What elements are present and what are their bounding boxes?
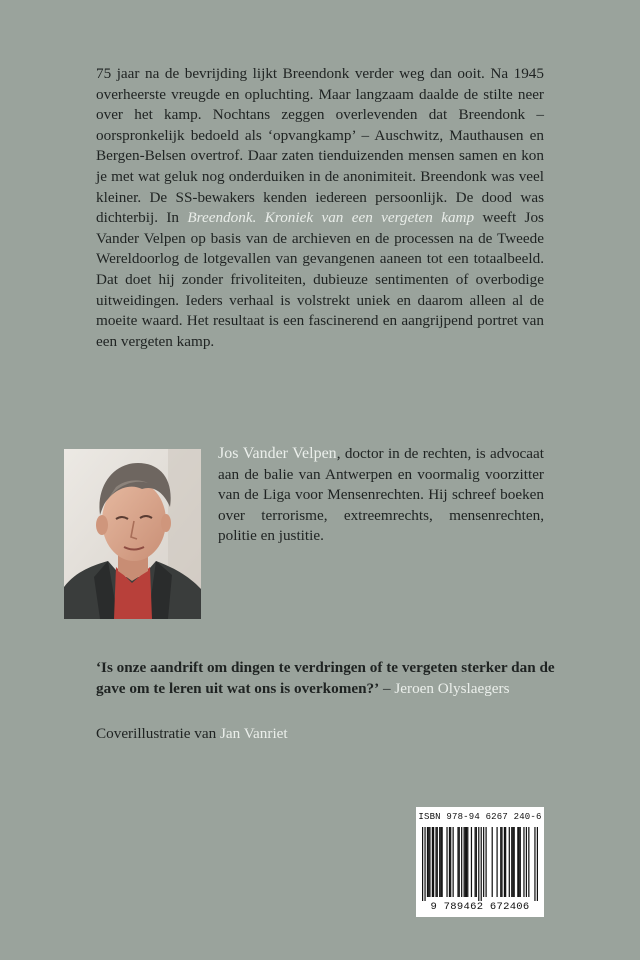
barcode-bar bbox=[481, 827, 482, 901]
cover-illustration-credit bbox=[96, 724, 496, 744]
credit-prefix: Coverillustratie van bbox=[96, 725, 220, 742]
isbn-barcode bbox=[416, 807, 544, 917]
barcode-bar bbox=[483, 827, 484, 897]
barcode-bar bbox=[439, 827, 440, 897]
barcode-bar bbox=[523, 827, 524, 897]
author-portrait-illustration bbox=[64, 449, 201, 619]
barcode-bar bbox=[446, 827, 447, 897]
barcode-bar bbox=[478, 827, 479, 901]
barcode-bar bbox=[422, 827, 423, 901]
barcode-bar bbox=[428, 827, 429, 897]
barcode-bar bbox=[429, 827, 430, 897]
barcode-bar bbox=[509, 827, 510, 897]
quote-separator: – bbox=[379, 680, 395, 697]
barcode-bar bbox=[528, 827, 529, 897]
author-name: Jos Vander Velpen bbox=[218, 445, 337, 462]
barcode-bar bbox=[520, 827, 521, 897]
barcode-bar bbox=[505, 827, 506, 897]
back-cover-blurb bbox=[96, 64, 544, 352]
barcode-bar bbox=[435, 827, 436, 897]
barcode-bar bbox=[518, 827, 519, 897]
barcode-bar bbox=[504, 827, 505, 897]
isbn-label: ISBN 978-94 6267 240-6 bbox=[418, 812, 542, 822]
barcode-bar bbox=[424, 827, 425, 901]
barcode-bar bbox=[496, 827, 497, 897]
barcode-bar bbox=[464, 827, 465, 897]
barcode-bar bbox=[485, 827, 486, 897]
barcode-bar bbox=[457, 827, 458, 897]
author-bio bbox=[218, 444, 544, 547]
barcode-bar bbox=[467, 827, 468, 897]
barcode-bar bbox=[475, 827, 476, 897]
barcode-bar bbox=[440, 827, 441, 897]
barcode-bar bbox=[461, 827, 462, 897]
barcode-bar bbox=[453, 827, 454, 897]
book-title-reference: Breendonk. Kroniek van een vergeten kamp bbox=[187, 209, 475, 227]
blurb-text-before: 75 jaar na de bevrijding lijkt Breendonk verder weg dan ooit. Na 1945 overheerste vreugde en opluchting. Maar langzaam daalde de stilte neer over het kamp. Nochtans zeggen overlevenden dat Breendonk – oorspronkelijk bedoeld als ‘opvangkamp’ – Auschwitz, Mauthausen en Bergen-Belsen overtrof. Daar zaten tienduizenden mensen samen en kon je met wat geluk nog onderduiken in de anonimiteit. Breendonk was veel kleiner. De SS-bewakers kenden iedereen persoonlijk. De dood was dichterbij. In bbox=[96, 65, 544, 227]
barcode-bar bbox=[526, 827, 527, 897]
quote-text: ‘Is onze aandrift om dingen te verdringen of te vergeten sterker dan de gave om te leren uit wat ons is overkomen?’ bbox=[96, 659, 555, 697]
barcode-bar bbox=[433, 827, 434, 897]
barcode-bar bbox=[534, 827, 535, 901]
blurb-quote bbox=[96, 657, 556, 699]
barcode-bar bbox=[449, 827, 450, 897]
barcode-bar bbox=[500, 827, 501, 897]
barcode-bar bbox=[492, 827, 493, 897]
quote-author: Jeroen Olyslaegers bbox=[394, 680, 510, 697]
barcode-bar bbox=[517, 827, 518, 897]
barcode-bar bbox=[476, 827, 477, 897]
barcode-bar bbox=[427, 827, 428, 897]
barcode-bar bbox=[514, 827, 515, 897]
isbn-digits: 9 789462 672406 bbox=[430, 901, 530, 913]
illustrator-name: Jan Vanriet bbox=[220, 725, 288, 742]
barcode-bar bbox=[471, 827, 472, 897]
author-photo bbox=[64, 449, 201, 619]
barcode-bar bbox=[442, 827, 443, 897]
author-bio-text: , doctor in de rechten, is advocaat aan de balie van Antwerpen en voormalig voorzitter van de Liga voor Mensenrechten. Hij schreef boeken over terrorisme, extreemrechts, mensenrechten, politie en justitie. bbox=[218, 445, 544, 545]
barcode-bar bbox=[511, 827, 512, 897]
barcode-bar bbox=[537, 827, 538, 901]
blurb-text-after: weeft Jos Vander Velpen op basis van de archieven en de processen na de Tweede Wereldoorlog de lotgevallen van gevangenen aaneen tot een totaalbeeld. Dat doet hij zonder frivoliteiten, dubieuze sentimenten of overbodige uitweidingen. Ieders verhaal is volstrekt uniek en daarom alleen al de moeite waard. Het resultaat is een fascinerend en aangrijpend portret van een vergeten kamp. bbox=[96, 209, 544, 350]
barcode-bar bbox=[432, 827, 433, 897]
barcode-bars bbox=[422, 827, 538, 901]
barcode-bar bbox=[459, 827, 460, 897]
barcode-bar bbox=[465, 827, 466, 897]
barcode-bar bbox=[450, 827, 451, 897]
barcode-bar bbox=[437, 827, 438, 897]
barcode-bar bbox=[512, 827, 513, 897]
barcode-bar bbox=[466, 827, 467, 897]
barcode-bar bbox=[501, 827, 502, 897]
